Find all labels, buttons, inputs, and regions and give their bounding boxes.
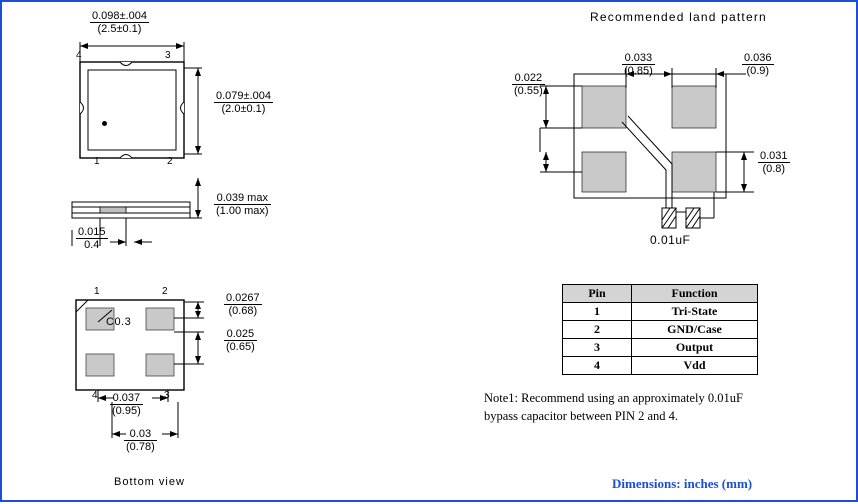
top-view-pin-3: 3 bbox=[165, 50, 171, 61]
pin-number: 1 bbox=[563, 303, 632, 321]
table-header-pin: Pin bbox=[563, 285, 632, 303]
pin-number: 4 bbox=[563, 357, 632, 375]
top-view-pin-2: 2 bbox=[167, 156, 173, 167]
top-view-width-mm: (2.5±0.1) bbox=[90, 22, 149, 35]
land-dim-031 bbox=[758, 150, 790, 175]
land-dim-022 bbox=[512, 72, 545, 97]
table-row bbox=[563, 321, 758, 339]
dimensions-footer: Dimensions: inches (mm) bbox=[612, 476, 753, 491]
pin-number: 3 bbox=[563, 339, 632, 357]
land-dim-033-mm: (0.85) bbox=[624, 65, 653, 77]
bottom-view-dim-025-mm: (0.65) bbox=[226, 341, 255, 353]
side-view-thickness-inch: 0.015 bbox=[78, 226, 106, 238]
pin1-marker-dot bbox=[102, 121, 107, 126]
land-dim-033 bbox=[622, 52, 655, 77]
land-dim-033-inch: 0.033 bbox=[624, 52, 653, 64]
land-dim-036-mm: (0.9) bbox=[742, 64, 774, 77]
land-dim-031-inch: 0.031 bbox=[760, 150, 788, 162]
table-header-row bbox=[563, 285, 758, 303]
side-view-thickness-mm: 0.4 bbox=[76, 238, 108, 251]
table-row bbox=[563, 357, 758, 375]
top-view-pin-1: 1 bbox=[94, 156, 100, 167]
side-view-height-inch: 0.039 max bbox=[216, 192, 268, 204]
bottom-view-pin-3: 3 bbox=[164, 390, 170, 401]
pin-function: Output bbox=[632, 339, 758, 357]
land-dim-036-inch: 0.036 bbox=[744, 52, 772, 64]
note-line-2: bypass capacitor between PIN 2 and 4. bbox=[484, 409, 679, 423]
top-view-pin-4: 4 bbox=[76, 50, 82, 61]
bottom-view-dim-037-mm: (0.95) bbox=[112, 405, 141, 417]
land-dim-036 bbox=[742, 52, 774, 77]
bottom-view-dim-0267-inch: 0.0267 bbox=[226, 292, 260, 304]
top-view-height-mm: (2.0±0.1) bbox=[214, 102, 273, 115]
side-view-thickness-dimension bbox=[76, 226, 108, 251]
bottom-view-pin-1: 1 bbox=[94, 286, 100, 297]
land-dim-031-mm: (0.8) bbox=[758, 162, 790, 175]
pin-function: Vdd bbox=[632, 357, 758, 375]
note-line-1: Note1: Recommend using an approximately 0.01uF bbox=[484, 391, 743, 405]
top-view-height-inch: 0.079±.004 bbox=[216, 90, 271, 102]
bottom-view-dim-03-mm: (0.78) bbox=[126, 441, 155, 453]
pin-number: 2 bbox=[563, 321, 632, 339]
land-dim-022-inch: 0.022 bbox=[514, 72, 543, 84]
bottom-view-caption: Bottom view bbox=[114, 476, 185, 488]
bottom-view-dim-037-inch: 0.037 bbox=[112, 392, 141, 404]
pin-function: Tri-State bbox=[632, 303, 758, 321]
table-row bbox=[563, 303, 758, 321]
bottom-view-pin-4: 4 bbox=[92, 390, 98, 401]
pin-function-table bbox=[562, 284, 758, 375]
top-view-width-inch: 0.098±.004 bbox=[92, 10, 147, 22]
bottom-view-dim-03-inch: 0.03 bbox=[129, 428, 152, 440]
land-dim-022-mm: (0.55) bbox=[514, 85, 543, 97]
land-pattern-title: Recommended land pattern bbox=[590, 10, 767, 24]
capacitor-label: 0.01uF bbox=[650, 233, 691, 247]
bottom-view-dim-025-inch: 0.025 bbox=[226, 328, 255, 340]
bottom-view-dim-025 bbox=[224, 328, 257, 353]
table-header-function: Function bbox=[632, 285, 758, 303]
chamfer-label: C0.3 bbox=[106, 316, 132, 328]
bottom-view-dim-0267 bbox=[224, 292, 262, 317]
bottom-view-dim-03 bbox=[124, 428, 157, 453]
table-row bbox=[563, 339, 758, 357]
pin-function: GND/Case bbox=[632, 321, 758, 339]
side-view-height-dimension bbox=[214, 192, 271, 217]
bottom-view-dim-037 bbox=[110, 392, 143, 417]
side-view-height-mm: (1.00 max) bbox=[216, 205, 269, 217]
bottom-view-pin-2: 2 bbox=[162, 286, 168, 297]
bottom-view-dim-0267-mm: (0.68) bbox=[224, 304, 262, 317]
top-view-height-dimension bbox=[214, 90, 273, 115]
